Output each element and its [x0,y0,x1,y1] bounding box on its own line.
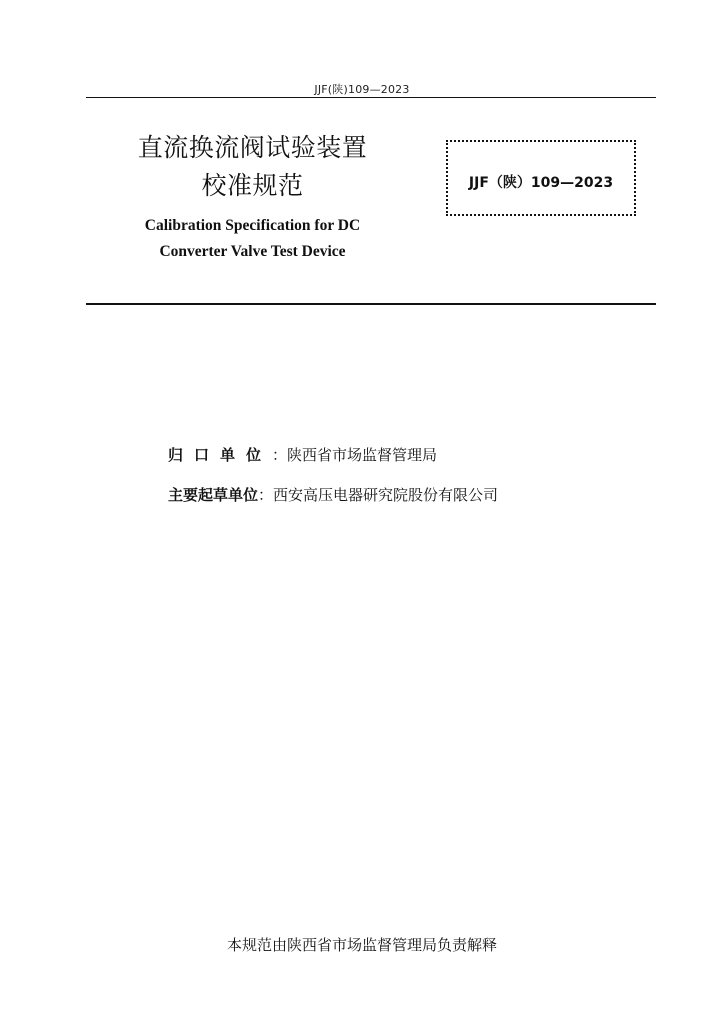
header-standard-code: JJF(陕)109—2023 [314,83,410,96]
title-english-line1: Calibration Specification for DC [144,217,361,234]
info-row-drafting-unit [168,484,498,505]
title-chinese-line2: 校准规范 [201,171,304,200]
footer-interpretation-note: 本规范由陕西省市场监督管理局负责解释 [226,936,497,954]
info-label-drafting-unit: 主要起草单位 [168,486,259,504]
info-colon: ： [272,446,288,464]
info-row-centralized-unit [168,444,437,465]
info-value-centralized-unit: 陕西省市场监督管理局 [287,446,438,464]
standard-code-box-text: JJF（陕）109—2023 [468,175,614,191]
info-colon: ： [258,486,274,504]
info-value-drafting-unit: 西安高压电器研究院股份有限公司 [273,486,499,504]
title-chinese-line1: 直流换流阀试验装置 [137,133,368,162]
title-divider [86,303,656,305]
header-divider [86,97,656,98]
title-english-line2: Converter Valve Test Device [159,243,346,260]
info-label-centralized-unit: 归口单位 [168,446,273,464]
